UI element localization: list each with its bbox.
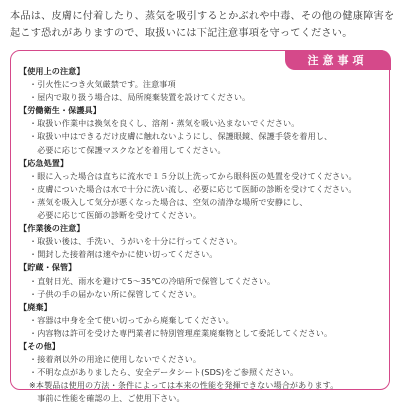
notice-title: 注意事項	[285, 50, 391, 70]
list-item: ・直射日光、雨水を避けて5～35℃の冷暗所で保管してください。	[29, 275, 276, 286]
list-item: ・皮膚についた場合は水で十分に洗い流し、必要に応じて医師の診断を受けてください。	[29, 183, 357, 194]
section-title-after-work: 【作業後の注意】	[19, 223, 85, 234]
section-title-storage: 【貯蔵・保管】	[19, 262, 77, 273]
list-item: ・容器は中身を全て使い切ってから廃棄してください。	[29, 314, 234, 325]
list-item: ・屋内で取り扱う場合は、局所廃棄装置を設けてください。	[29, 92, 251, 103]
list-item: ・取扱い中はできるだけ皮膚に触れないようにし、保護眼鏡、保護手袋を着用し、 必要に応じて保護マスクなどを着用してください。	[29, 131, 333, 155]
section-title-usage: 【使用上の注意】	[19, 66, 85, 76]
list-item: ・内容物は許可を受けた専門業者に特別管理産業廃棄物として委託してください。	[29, 327, 333, 338]
list-item: ・取扱い後は、手洗い、うがいを十分に行ってください。	[29, 236, 243, 247]
list-item: ・眼に入った場合は直ちに流水で１５分以上洗ってから眼科医の処置を受けてください。	[29, 170, 357, 181]
section-title-first-aid: 【応急処置】	[19, 157, 69, 168]
intro-text: 本品は、皮膚に付着したり、蒸気を吸引するとかぶれや中毒、その他の健康障害を 起こす恐れがありますので、取扱いには下記注意事項を守ってください。	[10, 11, 395, 39]
footnote: ※本製品は使用の方法・条件によっては本来の性能を発揮できない場合があります。 事前に性能を確認の上、ご使用下さい。	[29, 380, 339, 404]
section-title-disposal: 【廃棄】	[19, 301, 52, 312]
list-item: ・引火性につき火気厳禁です。注意事項	[29, 79, 176, 90]
list-item: ・蒸気を吸入して気分が悪くなった場合は、空気の清浄な場所で安静にし、 必要に応じて医師の診断を受けてください。	[29, 196, 308, 221]
list-item: ・接着剤以外の用途に使用しないでください。	[29, 354, 202, 365]
notice-content	[19, 65, 385, 405]
list-item: ・取扱い作業中は換気を良くし、溶剤・蒸気を吸い込まないでください。	[29, 118, 300, 129]
section-title-other: 【その他】	[19, 340, 60, 351]
list-item: ・不明な点がありましたら、安全データシート(SDS)をご参照ください。	[29, 367, 299, 378]
notice-box	[10, 50, 390, 404]
list-item: ・開封した接着剤は速やかに使い切ってください。	[29, 249, 218, 260]
section-title-hygiene: 【労働衛生・保護具】	[19, 105, 101, 116]
list-item: ・子供の手の届かない所に保管してください。	[29, 288, 202, 299]
